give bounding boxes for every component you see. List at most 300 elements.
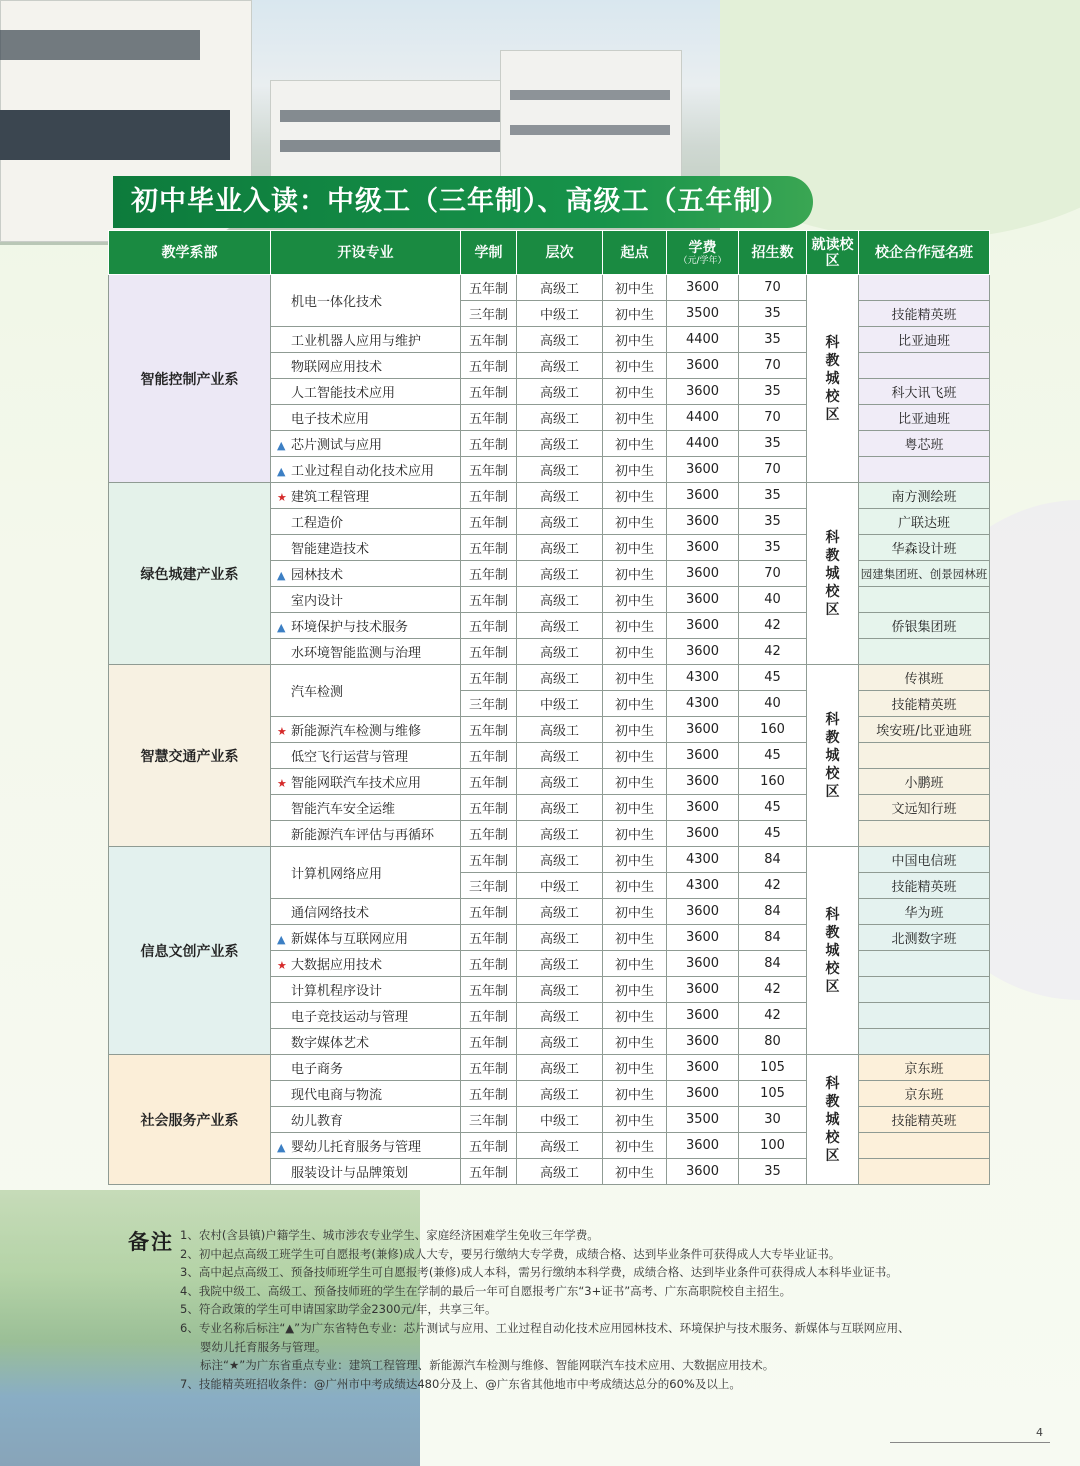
start-cell: 初中生 xyxy=(603,1003,667,1029)
coop-cell: 技能精英班 xyxy=(859,873,990,899)
start-cell: 初中生 xyxy=(603,769,667,795)
fee-cell: 3600 xyxy=(667,717,739,743)
major-cell xyxy=(271,1107,461,1133)
major-cell xyxy=(271,795,461,821)
major-cell xyxy=(271,717,461,743)
campus-char: 区 xyxy=(825,783,840,800)
level-cell: 高级工 xyxy=(517,457,603,483)
level-cell: 高级工 xyxy=(517,821,603,847)
major-name: 新媒体与互联网应用 xyxy=(291,932,409,947)
note-line: 5、符合政策的学生可申请国家助学金2300元/年，共享三年。 xyxy=(180,1302,497,1317)
coop-cell: 埃安班/比亚迪班 xyxy=(859,717,990,743)
key-major-star-icon: ★ xyxy=(277,777,287,790)
coop-cell xyxy=(859,587,990,613)
quota-cell: 42 xyxy=(739,613,807,639)
major-cell xyxy=(271,457,461,483)
campus-char: 校 xyxy=(825,583,840,600)
start-cell: 初中生 xyxy=(603,327,667,353)
quota-cell: 84 xyxy=(739,899,807,925)
coop-cell xyxy=(859,1133,990,1159)
major-cell xyxy=(271,899,461,925)
duration-cell: 五年制 xyxy=(461,561,517,587)
major-name: 智能建造技术 xyxy=(291,542,370,557)
level-cell: 高级工 xyxy=(517,509,603,535)
major-name: 环境保护与技术服务 xyxy=(291,620,409,635)
building-windows xyxy=(0,110,230,160)
start-cell: 初中生 xyxy=(603,405,667,431)
campus-char: 科 xyxy=(825,334,840,351)
major-cell xyxy=(271,769,461,795)
duration-cell: 五年制 xyxy=(461,795,517,821)
major-cell xyxy=(271,327,461,353)
level-cell: 中级工 xyxy=(517,873,603,899)
quota-cell: 70 xyxy=(739,561,807,587)
featured-major-triangle-icon: ▲ xyxy=(277,1141,286,1154)
start-cell: 初中生 xyxy=(603,301,667,327)
header-duration: 学制 xyxy=(461,231,517,275)
duration-cell: 五年制 xyxy=(461,1003,517,1029)
level-cell: 中级工 xyxy=(517,691,603,717)
major-cell xyxy=(271,353,461,379)
major-cell xyxy=(271,275,461,327)
quota-cell: 42 xyxy=(739,1003,807,1029)
major-name: 数字媒体艺术 xyxy=(291,1036,370,1051)
fee-cell: 3600 xyxy=(667,1029,739,1055)
table-row xyxy=(109,1055,990,1081)
major-cell xyxy=(271,535,461,561)
quota-cell: 40 xyxy=(739,691,807,717)
header-fee-unit: （元/学年） xyxy=(678,255,727,266)
quota-cell: 42 xyxy=(739,873,807,899)
major-name: 水环境智能监测与治理 xyxy=(291,646,422,661)
dept-cell: 信息文创产业系 xyxy=(109,847,271,1055)
coop-cell: 广联达班 xyxy=(859,509,990,535)
program-table xyxy=(108,230,990,1185)
campus-cell xyxy=(807,665,859,847)
campus-cell xyxy=(807,847,859,1055)
fee-cell: 3600 xyxy=(667,925,739,951)
coop-cell: 中国电信班 xyxy=(859,847,990,873)
building-windows xyxy=(280,110,500,122)
page-title: 初中毕业入读：中级工（三年制）、高级工（五年制） xyxy=(113,176,813,228)
campus-char: 科 xyxy=(825,711,840,728)
major-cell xyxy=(271,1029,461,1055)
campus-char: 城 xyxy=(825,370,840,387)
fee-cell: 3600 xyxy=(667,821,739,847)
header-major: 开设专业 xyxy=(271,231,461,275)
campus-char: 区 xyxy=(825,601,840,618)
fee-cell: 3600 xyxy=(667,561,739,587)
duration-cell: 五年制 xyxy=(461,821,517,847)
level-cell: 高级工 xyxy=(517,977,603,1003)
duration-cell: 五年制 xyxy=(461,431,517,457)
campus-char: 校 xyxy=(825,1129,840,1146)
level-cell: 高级工 xyxy=(517,1003,603,1029)
duration-cell: 五年制 xyxy=(461,535,517,561)
fee-cell: 3600 xyxy=(667,509,739,535)
note-line: 2、初中起点高级工班学生可自愿报考(兼修)成人大专，要另行缴纳大专学费，成绩合格、达到毕业条件可获得成人大专毕业证书。 xyxy=(180,1246,841,1261)
header-level: 层次 xyxy=(517,231,603,275)
quota-cell: 45 xyxy=(739,821,807,847)
header-start: 起点 xyxy=(603,231,667,275)
building-windows xyxy=(280,140,500,152)
coop-cell: 京东班 xyxy=(859,1081,990,1107)
coop-cell: 华为班 xyxy=(859,899,990,925)
key-major-star-icon: ★ xyxy=(277,959,287,972)
major-name: 智能汽车安全运维 xyxy=(291,802,396,817)
level-cell: 高级工 xyxy=(517,353,603,379)
level-cell: 高级工 xyxy=(517,717,603,743)
quota-cell: 35 xyxy=(739,483,807,509)
fee-cell: 4300 xyxy=(667,691,739,717)
coop-cell: 粤芯班 xyxy=(859,431,990,457)
note-line: 婴幼儿托育服务与管理。 xyxy=(200,1339,327,1354)
quota-cell: 42 xyxy=(739,977,807,1003)
level-cell: 中级工 xyxy=(517,1107,603,1133)
start-cell: 初中生 xyxy=(603,873,667,899)
fee-cell: 4300 xyxy=(667,665,739,691)
header-campus: 就读校区 xyxy=(807,231,859,275)
level-cell: 高级工 xyxy=(517,899,603,925)
major-cell xyxy=(271,951,461,977)
campus-char: 区 xyxy=(825,1147,840,1164)
duration-cell: 五年制 xyxy=(461,353,517,379)
level-cell: 高级工 xyxy=(517,613,603,639)
start-cell: 初中生 xyxy=(603,1107,667,1133)
coop-cell: 技能精英班 xyxy=(859,301,990,327)
featured-major-triangle-icon: ▲ xyxy=(277,621,286,634)
major-name: 服装设计与品牌策划 xyxy=(291,1166,409,1181)
campus-char: 城 xyxy=(825,565,840,582)
page-rule xyxy=(890,1442,1050,1443)
duration-cell: 五年制 xyxy=(461,951,517,977)
major-name: 新能源汽车评估与再循环 xyxy=(291,828,435,843)
start-cell: 初中生 xyxy=(603,1159,667,1185)
start-cell: 初中生 xyxy=(603,925,667,951)
quota-cell: 40 xyxy=(739,587,807,613)
building xyxy=(270,80,512,177)
major-cell xyxy=(271,925,461,951)
note-line: 4、我院中级工、高级工、预备技师班的学生在学制的最后一年可自愿报考广东“3+证书”高考、广东高职院校自主招生。 xyxy=(180,1283,792,1298)
coop-cell xyxy=(859,1159,990,1185)
fee-cell: 4400 xyxy=(667,405,739,431)
major-cell xyxy=(271,1003,461,1029)
table-row xyxy=(109,483,990,509)
level-cell: 高级工 xyxy=(517,665,603,691)
quota-cell: 35 xyxy=(739,327,807,353)
coop-cell xyxy=(859,1003,990,1029)
campus-char: 校 xyxy=(825,388,840,405)
level-cell: 高级工 xyxy=(517,379,603,405)
major-name: 工业机器人应用与维护 xyxy=(291,334,422,349)
start-cell: 初中生 xyxy=(603,639,667,665)
major-name: 智能网联汽车技术应用 xyxy=(291,776,422,791)
major-name: 通信网络技术 xyxy=(291,906,370,921)
start-cell: 初中生 xyxy=(603,1055,667,1081)
quota-cell: 70 xyxy=(739,353,807,379)
major-cell xyxy=(271,847,461,899)
campus-char: 区 xyxy=(825,978,840,995)
quota-cell: 35 xyxy=(739,509,807,535)
note-line: 1、农村(含县镇)户籍学生、城市涉农专业学生、家庭经济困难学生免收三年学费。 xyxy=(180,1228,599,1242)
campus-char: 城 xyxy=(825,942,840,959)
level-cell: 中级工 xyxy=(517,301,603,327)
duration-cell: 五年制 xyxy=(461,1055,517,1081)
fee-cell: 3600 xyxy=(667,379,739,405)
duration-cell: 五年制 xyxy=(461,925,517,951)
campus-char: 科 xyxy=(825,1075,840,1092)
coop-cell: 比亚迪班 xyxy=(859,327,990,353)
major-name: 机电一体化技术 xyxy=(291,295,383,310)
duration-cell: 五年制 xyxy=(461,327,517,353)
duration-cell: 五年制 xyxy=(461,769,517,795)
fee-cell: 3600 xyxy=(667,587,739,613)
duration-cell: 五年制 xyxy=(461,275,517,301)
level-cell: 高级工 xyxy=(517,795,603,821)
level-cell: 高级工 xyxy=(517,743,603,769)
major-cell xyxy=(271,561,461,587)
major-name: 大数据应用技术 xyxy=(291,958,383,973)
table-row xyxy=(109,847,990,873)
duration-cell: 五年制 xyxy=(461,639,517,665)
coop-cell xyxy=(859,977,990,1003)
major-name: 物联网应用技术 xyxy=(291,360,383,375)
major-name: 建筑工程管理 xyxy=(291,490,370,505)
fee-cell: 3600 xyxy=(667,743,739,769)
start-cell: 初中生 xyxy=(603,847,667,873)
table-row xyxy=(109,275,990,301)
coop-cell: 南方测绘班 xyxy=(859,483,990,509)
fee-cell: 3600 xyxy=(667,1159,739,1185)
major-cell xyxy=(271,483,461,509)
duration-cell: 五年制 xyxy=(461,613,517,639)
fee-cell: 3600 xyxy=(667,951,739,977)
quota-cell: 100 xyxy=(739,1133,807,1159)
coop-cell: 传祺班 xyxy=(859,665,990,691)
header-coop: 校企合作冠名班 xyxy=(859,231,990,275)
fee-cell: 3500 xyxy=(667,301,739,327)
level-cell: 高级工 xyxy=(517,561,603,587)
start-cell: 初中生 xyxy=(603,535,667,561)
major-name: 计算机网络应用 xyxy=(291,867,383,882)
building xyxy=(500,50,682,177)
duration-cell: 五年制 xyxy=(461,1081,517,1107)
level-cell: 高级工 xyxy=(517,847,603,873)
major-cell xyxy=(271,1081,461,1107)
quota-cell: 35 xyxy=(739,431,807,457)
duration-cell: 三年制 xyxy=(461,691,517,717)
coop-cell: 园建集团班、创景园林班 xyxy=(859,561,990,587)
page-number: 4 xyxy=(1036,1426,1043,1439)
dept-cell: 社会服务产业系 xyxy=(109,1055,271,1185)
level-cell: 高级工 xyxy=(517,431,603,457)
featured-major-triangle-icon: ▲ xyxy=(277,439,286,452)
start-cell: 初中生 xyxy=(603,1029,667,1055)
duration-cell: 三年制 xyxy=(461,1107,517,1133)
start-cell: 初中生 xyxy=(603,379,667,405)
duration-cell: 五年制 xyxy=(461,509,517,535)
fee-cell: 3600 xyxy=(667,353,739,379)
duration-cell: 五年制 xyxy=(461,899,517,925)
major-name: 电子商务 xyxy=(291,1062,344,1077)
fee-cell: 3600 xyxy=(667,795,739,821)
duration-cell: 五年制 xyxy=(461,405,517,431)
start-cell: 初中生 xyxy=(603,457,667,483)
start-cell: 初中生 xyxy=(603,483,667,509)
quota-cell: 70 xyxy=(739,405,807,431)
featured-major-triangle-icon: ▲ xyxy=(277,465,286,478)
quota-cell: 160 xyxy=(739,769,807,795)
major-name: 园林技术 xyxy=(291,568,344,583)
major-cell xyxy=(271,665,461,717)
coop-cell: 华森设计班 xyxy=(859,535,990,561)
fee-cell: 3600 xyxy=(667,275,739,301)
duration-cell: 五年制 xyxy=(461,665,517,691)
dept-cell: 智能控制产业系 xyxy=(109,275,271,483)
note-line: 6、专业名称后标注“▲”为广东省特色专业：芯片测试与应用、工业过程自动化技术应用园林技术、环境保护与技术服务、新媒体与互联网应用、 xyxy=(180,1321,910,1335)
major-cell xyxy=(271,431,461,457)
major-name: 工程造价 xyxy=(291,516,344,531)
coop-cell xyxy=(859,743,990,769)
coop-cell xyxy=(859,1029,990,1055)
quota-cell: 42 xyxy=(739,639,807,665)
campus-char: 校 xyxy=(825,765,840,782)
building-windows xyxy=(0,30,200,60)
fee-cell: 3600 xyxy=(667,899,739,925)
quota-cell: 105 xyxy=(739,1055,807,1081)
fee-cell: 3600 xyxy=(667,535,739,561)
duration-cell: 五年制 xyxy=(461,1029,517,1055)
duration-cell: 五年制 xyxy=(461,847,517,873)
quota-cell: 35 xyxy=(739,379,807,405)
major-name: 计算机程序设计 xyxy=(291,984,383,999)
fee-cell: 4300 xyxy=(667,847,739,873)
quota-cell: 35 xyxy=(739,535,807,561)
start-cell: 初中生 xyxy=(603,1081,667,1107)
major-name: 室内设计 xyxy=(291,594,344,609)
key-major-star-icon: ★ xyxy=(277,491,287,504)
coop-cell xyxy=(859,951,990,977)
level-cell: 高级工 xyxy=(517,327,603,353)
major-cell xyxy=(271,1055,461,1081)
table-header-row xyxy=(109,231,990,275)
duration-cell: 五年制 xyxy=(461,1133,517,1159)
quota-cell: 84 xyxy=(739,847,807,873)
major-cell xyxy=(271,977,461,1003)
level-cell: 高级工 xyxy=(517,587,603,613)
level-cell: 高级工 xyxy=(517,483,603,509)
key-major-star-icon: ★ xyxy=(277,725,287,738)
quota-cell: 70 xyxy=(739,275,807,301)
campus-char: 科 xyxy=(825,906,840,923)
quota-cell: 45 xyxy=(739,743,807,769)
campus-char: 科 xyxy=(825,529,840,546)
major-cell xyxy=(271,613,461,639)
level-cell: 高级工 xyxy=(517,1029,603,1055)
start-cell: 初中生 xyxy=(603,743,667,769)
start-cell: 初中生 xyxy=(603,613,667,639)
coop-cell xyxy=(859,639,990,665)
start-cell: 初中生 xyxy=(603,665,667,691)
duration-cell: 三年制 xyxy=(461,301,517,327)
level-cell: 高级工 xyxy=(517,275,603,301)
level-cell: 高级工 xyxy=(517,535,603,561)
quota-cell: 84 xyxy=(739,951,807,977)
quota-cell: 30 xyxy=(739,1107,807,1133)
level-cell: 高级工 xyxy=(517,639,603,665)
quota-cell: 105 xyxy=(739,1081,807,1107)
notes-title: 备注 xyxy=(128,1230,174,1254)
dept-cell: 绿色城建产业系 xyxy=(109,483,271,665)
campus-char: 校 xyxy=(825,960,840,977)
featured-major-triangle-icon: ▲ xyxy=(277,569,286,582)
major-name: 低空飞行运营与管理 xyxy=(291,750,409,765)
level-cell: 高级工 xyxy=(517,769,603,795)
coop-cell xyxy=(859,821,990,847)
quota-cell: 45 xyxy=(739,665,807,691)
level-cell: 高级工 xyxy=(517,1159,603,1185)
major-name: 工业过程自动化技术应用 xyxy=(291,464,435,479)
coop-cell: 技能精英班 xyxy=(859,1107,990,1133)
fee-cell: 3600 xyxy=(667,639,739,665)
quota-cell: 45 xyxy=(739,795,807,821)
quota-cell: 35 xyxy=(739,301,807,327)
fee-cell: 3600 xyxy=(667,457,739,483)
start-cell: 初中生 xyxy=(603,691,667,717)
coop-cell xyxy=(859,275,990,301)
featured-major-triangle-icon: ▲ xyxy=(277,933,286,946)
major-name: 芯片测试与应用 xyxy=(291,438,383,453)
quota-cell: 35 xyxy=(739,1159,807,1185)
header-fee-label: 学费 xyxy=(688,239,717,256)
header-fee xyxy=(667,231,739,275)
level-cell: 高级工 xyxy=(517,1133,603,1159)
coop-cell: 比亚迪班 xyxy=(859,405,990,431)
coop-cell: 技能精英班 xyxy=(859,691,990,717)
dept-cell: 智慧交通产业系 xyxy=(109,665,271,847)
start-cell: 初中生 xyxy=(603,899,667,925)
major-name: 幼儿教育 xyxy=(291,1114,344,1129)
coop-cell: 文远知行班 xyxy=(859,795,990,821)
duration-cell: 五年制 xyxy=(461,743,517,769)
start-cell: 初中生 xyxy=(603,275,667,301)
major-cell xyxy=(271,821,461,847)
major-name: 汽车检测 xyxy=(291,685,344,700)
major-name: 现代电商与物流 xyxy=(291,1088,383,1103)
start-cell: 初中生 xyxy=(603,821,667,847)
campus-char: 教 xyxy=(825,547,840,564)
level-cell: 高级工 xyxy=(517,951,603,977)
major-cell xyxy=(271,639,461,665)
major-name: 电子技术应用 xyxy=(291,412,370,427)
campus-char: 教 xyxy=(825,1093,840,1110)
quota-cell: 84 xyxy=(739,925,807,951)
major-name: 婴幼儿托育服务与管理 xyxy=(291,1140,422,1155)
campus-char: 教 xyxy=(825,729,840,746)
start-cell: 初中生 xyxy=(603,509,667,535)
campus-char: 区 xyxy=(825,406,840,423)
fee-cell: 3600 xyxy=(667,769,739,795)
note-line: 7、技能精英班招收条件：@广州市中考成绩达480分及上、@广东省其他地市中考成绩达总分的60%及以上。 xyxy=(180,1376,741,1391)
start-cell: 初中生 xyxy=(603,795,667,821)
duration-cell: 五年制 xyxy=(461,717,517,743)
level-cell: 高级工 xyxy=(517,1081,603,1107)
campus-char: 教 xyxy=(825,352,840,369)
fee-cell: 3600 xyxy=(667,977,739,1003)
start-cell: 初中生 xyxy=(603,431,667,457)
start-cell: 初中生 xyxy=(603,353,667,379)
fee-cell: 4400 xyxy=(667,431,739,457)
